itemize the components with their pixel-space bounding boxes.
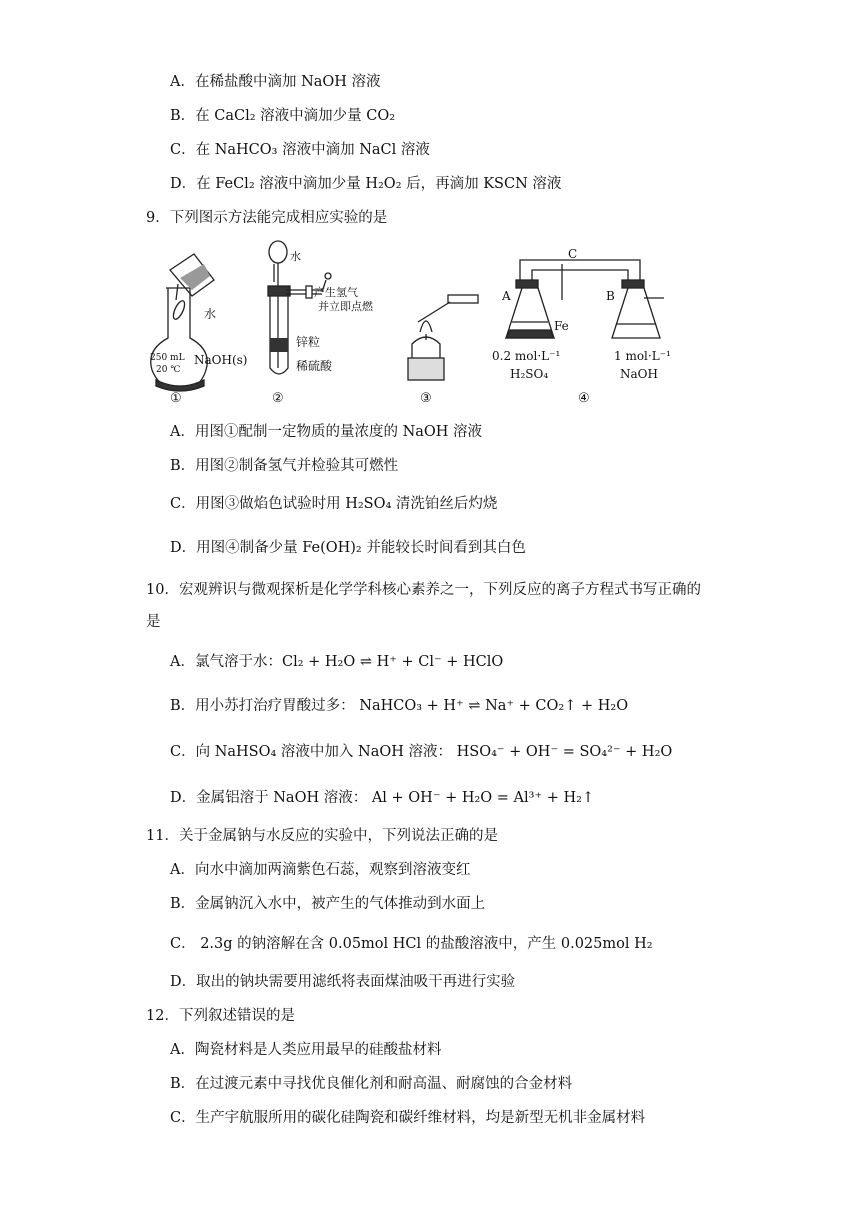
q10-option-b: B．用小苏打治疗胃酸过多： NaHCO₃ + H⁺ ⇌ Na⁺ + CO₂↑ + H₂O bbox=[170, 698, 629, 714]
q8-option-c: C．在 NaHCO₃ 溶液中滴加 NaCl 溶液 bbox=[170, 142, 430, 158]
q10-stem-line1: 10．宏观辨识与微观探析是化学学科核心素养之一，下列反应的离子方程式书写正确的 bbox=[146, 582, 701, 598]
q10-option-c: C．向 NaHSO₄ 溶液中加入 NaOH 溶液： HSO₄⁻ + OH⁻ = SO₄²⁻ + H₂O bbox=[170, 744, 673, 760]
q8-option-b: B．在 CaCl₂ 溶液中滴加少量 CO₂ bbox=[170, 108, 396, 124]
fig1-flask-label: 250 mL bbox=[150, 353, 185, 363]
fig4-c-label: C bbox=[568, 247, 578, 261]
q11-option-d: D．取出的钠块需要用滤纸将表面煤油吸干再进行实验 bbox=[170, 974, 516, 990]
q9-option-c: C．用图③做焰色试验时用 H₂SO₄ 清洗铂丝后灼烧 bbox=[170, 496, 498, 512]
q11-option-b: B．金属钠沉入水中，被产生的气体推动到水面上 bbox=[170, 896, 486, 912]
fig4-b-label: B bbox=[606, 289, 615, 303]
fig4-b-concentration: 1 mol·L⁻¹ bbox=[614, 349, 671, 363]
q10-option-d: D．金属铝溶于 NaOH 溶液： Al + OH⁻ + H₂O = Al³⁺ + H₂↑ bbox=[170, 790, 595, 806]
fig4-a-concentration: 0.2 mol·L⁻¹ bbox=[492, 349, 561, 363]
q11-option-a: A．向水中滴加两滴紫色石蕊，观察到溶液变红 bbox=[170, 862, 471, 878]
q12-option-a: A．陶瓷材料是人类应用最早的硅酸盐材料 bbox=[170, 1042, 442, 1058]
fig2-note-1: 产生氢气 bbox=[314, 286, 358, 299]
fig2-zinc-label: 锌粒 bbox=[296, 335, 321, 349]
fig3-number: ③ bbox=[420, 391, 432, 406]
q11-stem: 11．关于金属钠与水反应的实验中，下列说法正确的是 bbox=[146, 828, 498, 844]
fig4-fe-label: Fe bbox=[554, 319, 569, 333]
figure-2-hydrogen-generator bbox=[268, 241, 374, 406]
q9-stem: 9．下列图示方法能完成相应实验的是 bbox=[146, 210, 388, 226]
q12-stem: 12．下列叙述错误的是 bbox=[146, 1008, 295, 1024]
q9-option-d: D．用图④制备少量 Fe(OH)₂ 并能较长时间看到其白色 bbox=[170, 540, 526, 556]
fig1-number: ① bbox=[170, 391, 182, 406]
fig2-number: ② bbox=[272, 391, 284, 406]
fig2-water-label: 水 bbox=[290, 250, 301, 263]
figure-4-ferrous-hydroxide-setup bbox=[492, 247, 671, 406]
fig4-a-solution: H₂SO₄ bbox=[510, 367, 549, 381]
q12-option-c: C．生产宇航服所用的碳化硅陶瓷和碳纤维材料，均是新型无机非金属材料 bbox=[170, 1110, 646, 1126]
fig1-temp-label: 20 ℃ bbox=[156, 365, 181, 375]
fig1-water-label: 水 bbox=[204, 307, 217, 321]
fig2-note-2: 并立即点燃 bbox=[318, 300, 373, 313]
q9-option-a: A．用图①配制一定物质的量浓度的 NaOH 溶液 bbox=[170, 424, 483, 440]
fig4-b-solution: NaOH bbox=[620, 367, 658, 381]
fig1-solid-label: NaOH(s) bbox=[194, 353, 248, 367]
q11-option-c: C． 2.3g 的钠溶解在含 0.05mol HCl 的盐酸溶液中，产生 0.025mol H₂ bbox=[170, 936, 653, 952]
q9-option-b: B．用图②制备氢气并检验其可燃性 bbox=[170, 458, 399, 474]
q10-stem-line2: 是 bbox=[146, 614, 161, 630]
q10-option-a: A．氯气溶于水：Cl₂ + H₂O ⇌ H⁺ + Cl⁻ + HClO bbox=[170, 654, 504, 670]
apparatus-figure bbox=[150, 240, 710, 410]
figure-3-flame-test bbox=[408, 295, 478, 406]
q8-option-d: D．在 FeCl₂ 溶液中滴加少量 H₂O₂ 后，再滴加 KSCN 溶液 bbox=[170, 176, 562, 192]
fig4-a-label: A bbox=[502, 289, 511, 303]
fig2-acid-label: 稀硫酸 bbox=[296, 359, 333, 373]
fig4-number: ④ bbox=[578, 391, 590, 406]
figure-1-volumetric-flask bbox=[150, 254, 247, 406]
q12-option-b: B．在过渡元素中寻找优良催化剂和耐高温、耐腐蚀的合金材料 bbox=[170, 1076, 573, 1092]
q8-option-a: A．在稀盐酸中滴加 NaOH 溶液 bbox=[170, 74, 381, 90]
